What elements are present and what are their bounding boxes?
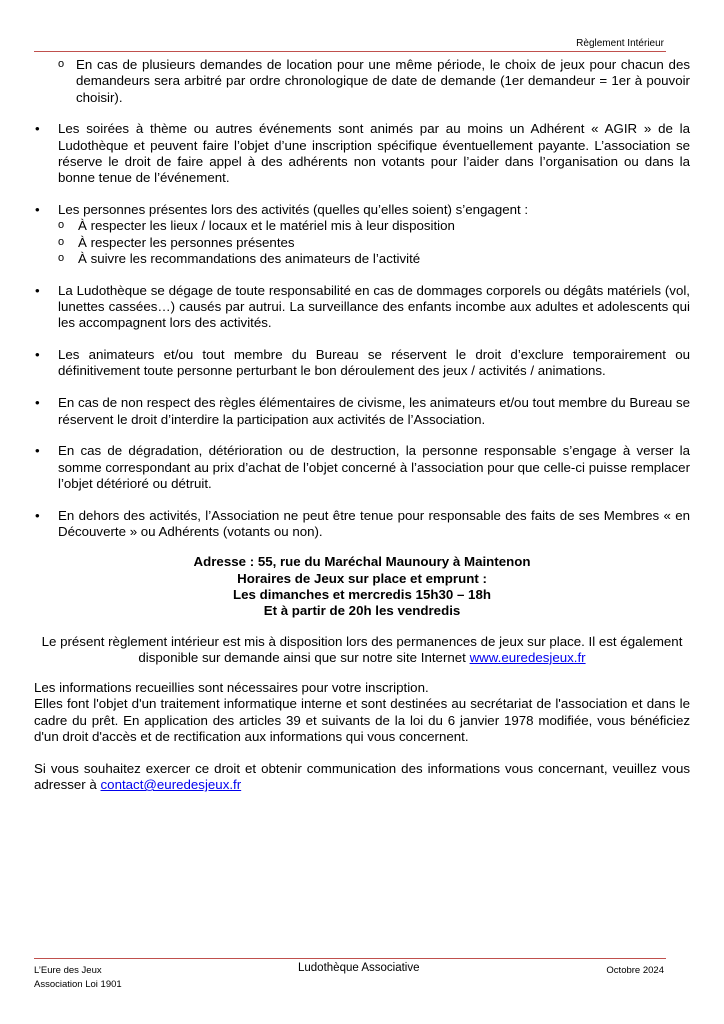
bullet-damage: • En cas de dégradation, détérioration ou de destruction, la personne responsable s’engage à verser la somme correspondant au prix d’achat de l’objet concerné à l’association pour que celle-ci puisse remplacer l’objet détérioré ou détruit. — [34, 443, 690, 492]
bullet-civism: • En cas de non respect des règles élémentaires de civisme, les animateurs et/ou tout membre du Bureau se réservent le droit d’interdire la participation aux activités de l’Association. — [34, 395, 690, 428]
hours-line-2: Et à partir de 20h les vendredis — [263, 603, 461, 619]
footer-center: Ludothèque Associative — [298, 962, 420, 974]
bullet-exclusion: • Les animateurs et/ou tout membre du Bureau se réservent le droit d’exclure temporairement ou définitivement toute personne perturbant le bon déroulement des jeux / activités / animations. — [34, 347, 690, 380]
availability-paragraph — [34, 634, 690, 667]
sub-item-respect-people: o À respecter les personnes présentes — [34, 235, 690, 251]
sub-item-follow-recommendations: o À suivre les recommandations des animateurs de l’activité — [34, 251, 690, 267]
contact-paragraph — [34, 761, 690, 794]
availability-text: Le présent règlement intérieur est mis à disposition lors des permanences de jeux sur place. Il est également disponible sur demande ainsi que sur notre site Internet — [41, 633, 683, 665]
footer-date: Octobre 2024 — [606, 965, 664, 976]
footer-status: Association Loi 1901 — [34, 979, 122, 990]
bullet-commitments: • Les personnes présentes lors des activités (quelles qu’elles soient) s’engagent : — [34, 202, 690, 218]
hours-line-1: Les dimanches et mercredis 15h30 – 18h — [233, 586, 491, 602]
contact-text: Si vous souhaitez exercer ce droit et obtenir communication des informations vous concernant, veuillez vous adresser à — [34, 760, 690, 793]
footer-rule — [34, 958, 666, 959]
website-link[interactable]: www.euredesjeux.fr — [469, 649, 586, 665]
privacy-line-2: Elles font l'objet d'un traitement informatique interne et sont destinées au secrétariat de l'association et dans le cadre du prêt. En application des articles 39 et suivants de la loi du 6 janvier 1978 modifiée, vous bénéficiez d'un droit d'accès et de rectification aux informations qui vous concernent. — [34, 696, 690, 744]
bullet-liability: • La Ludothèque se dégage de toute responsabilité en cas de dommages corporels ou dégâts matériels (vol, lunettes cassées…) causés par autrui. La surveillance des enfants incombe aux adultes et adolescents qui les accompagnent lors des activités. — [34, 283, 690, 332]
sub-item-text: En cas de plusieurs demandes de location pour une même période, le choix de jeux pour chacun des demandeurs sera arbitré par ordre chronologique de date de demande (1er demandeur = 1er à pouvoir choisir). — [76, 57, 690, 105]
privacy-line-1: Les informations recueillies sont nécessaires pour votre inscription. — [34, 680, 429, 696]
header-title: Règlement Intérieur — [576, 38, 664, 49]
hours-title: Horaires de Jeux sur place et emprunt : — [237, 570, 487, 586]
address-line: Adresse : 55, rue du Maréchal Maunoury à Maintenon — [193, 554, 531, 570]
document-body — [34, 51, 690, 793]
sub-item-rental-choice — [34, 57, 690, 106]
bullet-outside-activities: • En dehors des activités, l’Association ne peut être tenue pour responsable des faits de ses Membres « en Découverte » ou Adhérents (votants ou non). — [34, 508, 690, 541]
footer-org: L’Eure des Jeux — [34, 965, 102, 976]
sub-item-respect-places: o À respecter les lieux / locaux et le matériel mis à leur disposition — [34, 218, 690, 234]
contact-email-link[interactable]: contact@euredesjeux.fr — [100, 777, 242, 793]
bullet-themed-evenings: • Les soirées à thème ou autres événements sont animés par au moins un Adhérent « AGIR » de la Ludothèque et peuvent faire l’objet d’une inscription spécifique éventuellement payante. L’association se réserve le droit de faire appel à des adhérents non votants pour l’aider dans l’organisation ou dans la bonne tenue de l’événement. — [34, 121, 690, 186]
